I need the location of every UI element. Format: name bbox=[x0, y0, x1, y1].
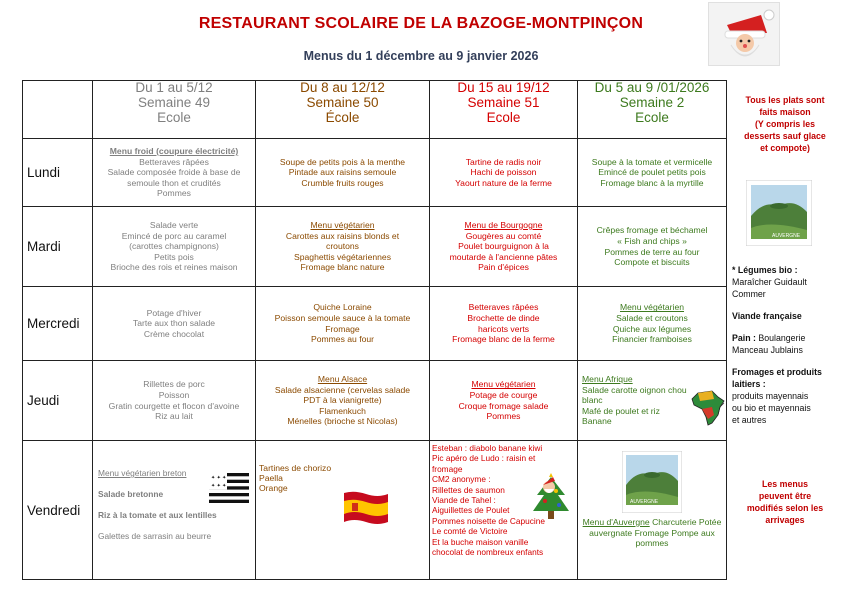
dish: Poulet bourguignon à la bbox=[458, 241, 549, 252]
dish: Riz au lait bbox=[155, 411, 193, 422]
header-dates: Du 5 au 9 /01/2026 bbox=[594, 80, 710, 95]
dish: fromage bbox=[432, 463, 463, 474]
dish: Salade et croutons bbox=[616, 312, 688, 323]
row-mercredi bbox=[23, 287, 727, 361]
page-title: RESTAURANT SCOLAIRE DE LA BAZOGE-MONTPINÇON bbox=[198, 15, 644, 32]
dish: Ménelles (brioche st Nicolas) bbox=[287, 416, 398, 427]
dish: Crème chocolat bbox=[143, 328, 205, 339]
dish: Crumble fruits rouges bbox=[301, 177, 384, 188]
spain-flag-icon bbox=[342, 491, 390, 525]
day-label: Jeudi bbox=[23, 361, 93, 441]
menu-theme: Menu végétarien bbox=[619, 302, 685, 313]
note-line: peuvent être bbox=[758, 491, 812, 501]
dish: Orange bbox=[259, 483, 288, 493]
dish: Fromage blanc nature bbox=[300, 262, 385, 273]
menu-cell bbox=[256, 287, 430, 361]
menu-cell bbox=[93, 361, 256, 441]
dish: Pommes noisette de Capucine bbox=[432, 515, 545, 526]
dish: Soupe de petits pois à la menthe bbox=[279, 156, 406, 167]
breton-flag-icon bbox=[209, 473, 249, 503]
menu-cell bbox=[256, 139, 430, 207]
dish: Petits pois bbox=[154, 251, 194, 262]
dish: Gratin courgette et flocon d'avoine bbox=[108, 400, 240, 411]
dish: Charcuterie bbox=[652, 517, 697, 527]
dish: Riz à la tomate et aux lentilles bbox=[98, 510, 217, 520]
menu-cell bbox=[256, 361, 430, 441]
dish: Betteraves râpées bbox=[468, 302, 539, 313]
dish: moutarde à l'ancienne pâtes bbox=[449, 251, 558, 262]
menu-cell bbox=[578, 287, 727, 361]
dish: Emincé de porc au caramel bbox=[121, 230, 227, 241]
row-lundi bbox=[23, 139, 727, 207]
suppliers-info bbox=[732, 264, 838, 436]
dish: Paella bbox=[259, 473, 283, 483]
bio-block bbox=[732, 264, 838, 300]
auvergne-caption: AUVERGNE bbox=[630, 499, 659, 505]
dish: Yaourt nature de la ferme bbox=[455, 177, 552, 188]
dish: Gougères au comté bbox=[465, 230, 542, 241]
dish: Tartines de chorizo bbox=[259, 463, 332, 473]
page-subtitle: Menus du 1 décembre au 9 janvier 2026 bbox=[303, 49, 539, 63]
dish: Salade carotte oignon chou bbox=[582, 384, 687, 395]
santa-icon bbox=[708, 2, 780, 66]
header-week51 bbox=[430, 81, 578, 139]
dish: Mafé de poulet et riz bbox=[582, 405, 660, 416]
dish: Viande de Tahel : bbox=[432, 495, 496, 506]
menu-cell bbox=[93, 207, 256, 287]
info-line: ou bio et mayennais bbox=[732, 403, 811, 413]
fromages-block bbox=[732, 366, 838, 426]
pain-title: Pain : bbox=[732, 333, 756, 343]
menu-theme: Menu de Bourgogne bbox=[464, 220, 543, 231]
header-dates: Du 1 au 5/12 bbox=[135, 80, 213, 95]
dish: Fromage bbox=[634, 527, 669, 538]
header-place: Ecole bbox=[635, 110, 669, 125]
dish: Croque fromage salade bbox=[458, 400, 549, 411]
menu-theme: Menu Alsace bbox=[317, 374, 368, 385]
menu-theme: Menu végétarien bbox=[471, 379, 536, 390]
header-dates: Du 15 au 19/12 bbox=[457, 80, 550, 95]
note-line: faits maison bbox=[759, 107, 811, 117]
changes-note bbox=[732, 478, 838, 526]
info-line: produits mayennais bbox=[732, 391, 809, 401]
info-line: Commer bbox=[732, 289, 766, 299]
dish: Pommes bbox=[486, 411, 521, 422]
dish: Quiche aux légumes bbox=[612, 323, 692, 334]
menu-theme: Menu Afrique bbox=[582, 374, 633, 385]
dish: Rillettes de porc bbox=[143, 379, 205, 390]
header-row bbox=[23, 81, 727, 139]
dish: Poisson semoule sauce à la tomate bbox=[274, 312, 411, 323]
dish: haricots verts bbox=[477, 323, 530, 334]
dish: Fromage blanc à la myrtille bbox=[600, 177, 704, 188]
menu-cell bbox=[578, 139, 727, 207]
homemade-note bbox=[732, 94, 838, 154]
menu-cell bbox=[256, 207, 430, 287]
dish: Rillettes de saumon bbox=[432, 484, 505, 495]
dish: PDT à la vianigrette) bbox=[303, 395, 382, 406]
svg-text:✦ ✦ ✦: ✦ ✦ ✦ bbox=[211, 483, 227, 489]
dish: Salade alsacienne (cervelas salade bbox=[274, 384, 411, 395]
day-label: Vendredi bbox=[23, 441, 93, 580]
info-line: Maraîcher Guidault bbox=[732, 277, 807, 287]
auvergne-landscape-image bbox=[622, 451, 682, 513]
note-line: Tous les plats sont bbox=[745, 95, 825, 105]
dish: Betteraves râpées bbox=[139, 156, 209, 167]
menu-cell bbox=[430, 361, 578, 441]
auvergne-caption: AUVERGNE bbox=[772, 233, 801, 239]
note-line: modifiés selon les bbox=[746, 503, 824, 513]
menu-cell bbox=[93, 441, 256, 580]
dish: Pompe aux pommes bbox=[635, 527, 715, 549]
header-week: Semaine 49 bbox=[137, 95, 211, 110]
menu-cell bbox=[430, 139, 578, 207]
dish: Crêpes fromage et béchamel bbox=[596, 225, 708, 236]
dish: « Fish and chips » bbox=[617, 235, 687, 246]
svg-text:✦ ✦ ✦: ✦ ✦ ✦ bbox=[211, 475, 227, 481]
day-label: Lundi bbox=[23, 139, 93, 207]
dish: Salade verte bbox=[149, 220, 199, 231]
viande-line: Viande française bbox=[732, 311, 802, 321]
note-line: Les menus bbox=[762, 479, 808, 489]
dish: Brochette de dinde bbox=[467, 312, 540, 323]
dish: Et la buche maison vanille bbox=[432, 536, 529, 547]
info-line: Boulangerie bbox=[755, 333, 806, 343]
header-place: Ecole bbox=[486, 110, 521, 125]
dish: Tartine de radis noir bbox=[465, 156, 542, 167]
dish: Pintade aux raisins semoule bbox=[288, 167, 397, 178]
row-vendredi bbox=[23, 441, 727, 580]
dish: croutons bbox=[326, 241, 359, 252]
info-line: et autres bbox=[732, 415, 767, 425]
menu-cell bbox=[430, 441, 578, 580]
row-mardi bbox=[23, 207, 727, 287]
menu-theme: Menu végétarien bbox=[310, 220, 375, 231]
menu-cell bbox=[256, 441, 430, 580]
dish: Pommes de terre au four bbox=[604, 246, 700, 257]
day-label: Mercredi bbox=[23, 287, 93, 361]
menu-cell bbox=[93, 139, 256, 207]
dish: Esteban : diabolo banane kiwi bbox=[432, 443, 543, 453]
dish: Pic apéro de Ludo : raisin et bbox=[432, 453, 536, 464]
menu-cell bbox=[93, 287, 256, 361]
menu-theme: Menu végétarien breton bbox=[98, 468, 187, 478]
dish: Quiche Loraine bbox=[313, 302, 372, 313]
dish: Pommes au four bbox=[310, 334, 375, 345]
row-jeudi bbox=[23, 361, 727, 441]
note-line: desserts sauf glace bbox=[744, 131, 826, 141]
dish: Aiguillettes de Poulet bbox=[432, 505, 510, 516]
menu-theme: Menu d'Auvergne bbox=[582, 517, 650, 527]
dish: Carottes aux raisins blonds et bbox=[285, 230, 400, 241]
header-week49 bbox=[93, 81, 256, 139]
menu-note: Menu froid (coupure électricité) bbox=[109, 146, 239, 157]
dish: Tarte aux thon salade bbox=[132, 318, 216, 329]
header-week: Semaine 51 bbox=[467, 95, 540, 110]
corner-cell bbox=[23, 81, 93, 139]
dish: Potage d'hiver bbox=[146, 307, 202, 318]
dish: Poisson bbox=[158, 389, 190, 400]
fromages-title: Fromages et produits laitiers : bbox=[732, 367, 822, 389]
dish: Emincé de poulet petits pois bbox=[598, 167, 706, 178]
dish: Compote et biscuits bbox=[614, 257, 690, 268]
dish: blanc bbox=[582, 395, 603, 406]
dish: Brioche des rois et reines maison bbox=[110, 262, 238, 273]
dish: Potage de courge bbox=[469, 389, 538, 400]
africa-map-icon bbox=[690, 389, 726, 427]
dish: Banane bbox=[582, 416, 612, 427]
header-week: Semaine 2 bbox=[619, 95, 685, 110]
menu-cell bbox=[430, 287, 578, 361]
header-week50 bbox=[256, 81, 430, 139]
dish: Salade composée froide à base de bbox=[107, 167, 241, 178]
header-place: École bbox=[325, 110, 360, 125]
dish: Hachi de poisson bbox=[470, 167, 537, 178]
dish: (carottes champignons) bbox=[129, 241, 219, 252]
dish: Soupe à la tomate et vermicelle bbox=[591, 156, 713, 167]
menu-cell bbox=[430, 207, 578, 287]
header-week: Semaine 50 bbox=[306, 95, 379, 110]
dish: semoule thon et crudités bbox=[127, 177, 221, 188]
dish: Salade bretonne bbox=[98, 489, 164, 499]
dish: Fromage blanc de la ferme bbox=[452, 334, 555, 345]
header-dates: Du 8 au 12/12 bbox=[300, 80, 385, 95]
dish: chocolat de nombreux enfants bbox=[432, 547, 544, 558]
bio-title: * Légumes bio : bbox=[732, 265, 798, 275]
dish: Financier framboises bbox=[612, 334, 692, 345]
dish: Pommes bbox=[157, 188, 191, 199]
pain-block bbox=[732, 332, 838, 356]
dish: Galettes de sarrasin au beurre bbox=[98, 531, 212, 541]
dish: Flamenkuch bbox=[319, 405, 366, 416]
menu-cell bbox=[578, 207, 727, 287]
header-place: Ecole bbox=[157, 110, 191, 125]
note-line: (Y compris les bbox=[755, 119, 815, 129]
dish: Pain d'épices bbox=[478, 262, 529, 273]
dish: CM2 anonyme : bbox=[432, 474, 491, 485]
day-label: Mardi bbox=[23, 207, 93, 287]
dish: Spaghettis végétariennes bbox=[294, 251, 391, 262]
auvergne-landscape-image bbox=[746, 180, 812, 246]
menu-cell bbox=[578, 441, 727, 580]
dish: Fromage bbox=[325, 323, 360, 334]
menu-cell bbox=[578, 361, 727, 441]
note-line: et compote) bbox=[760, 143, 810, 153]
christmas-tree-icon bbox=[531, 473, 571, 525]
info-line: Manceau Jublains bbox=[732, 345, 803, 355]
header-week2 bbox=[578, 81, 727, 139]
dish: Le comté de Victoire bbox=[432, 526, 508, 537]
note-line: arrivages bbox=[765, 515, 805, 525]
menu-table bbox=[22, 80, 727, 580]
dish: Potée auvergnate bbox=[589, 517, 722, 538]
